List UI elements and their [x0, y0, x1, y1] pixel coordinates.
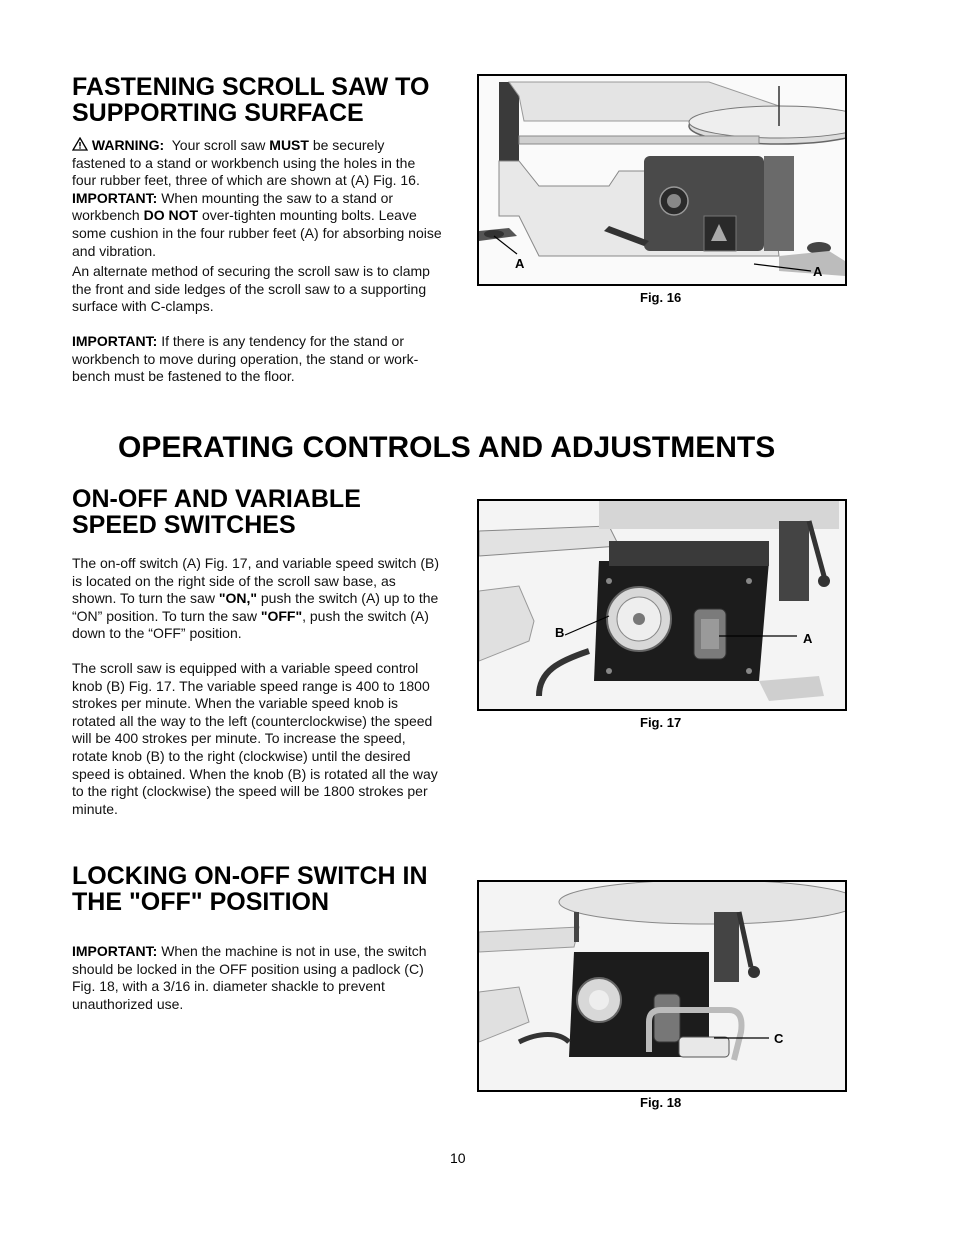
figure-18 — [477, 880, 847, 1092]
on-emphasis: "ON," — [218, 590, 257, 607]
switches-paragraph-1 — [72, 555, 442, 643]
section-switches-text — [72, 555, 442, 818]
important-text-a: When mounting the saw to a stand or workbench — [72, 189, 394, 224]
fig16-callout-a-right: A — [813, 264, 823, 279]
padlocked-switch-photo — [479, 882, 845, 1090]
fig18-callout-c: C — [774, 1031, 784, 1046]
heading-locking-switch: LOCKING ON-OFF SWITCH IN THE "OFF" POSITION — [72, 862, 428, 916]
important2-text: If there is any tendency for the stand or workbench to move during operation, the stand or work-bench must be fastened to the floor. — [72, 332, 419, 385]
heading-fastening: FASTENING SCROLL SAW TO SUPPORTING SURFACE — [72, 73, 430, 127]
warning-text-b: be securely fastened to a stand or workbench using the holes in the four rubber feet, three of which are shown at (A) Fig. 16. — [72, 137, 420, 189]
important-text-b: over-tighten mounting bolts. Leave some cushion in the four rubber feet (A) for absorbing noise and vibration. — [72, 207, 442, 259]
do-not-emphasis: DO NOT — [143, 207, 199, 224]
warning-paragraph — [72, 137, 442, 260]
main-title: OPERATING CONTROLS AND ADJUSTMENTS — [118, 431, 776, 464]
must-emphasis: MUST — [269, 137, 309, 153]
warning-text-a: Your scroll saw — [171, 137, 266, 153]
alternate-paragraph: An alternate method of securing the scroll saw is to clamp the front and side ledges of the scroll saw to a supporting surface with C-clamps. — [72, 263, 430, 315]
locking-important-label: IMPORTANT: — [72, 943, 158, 959]
switches-p1-b: push the switch (A) up to the “ON” position. To turn the saw — [72, 590, 439, 624]
figure-16 — [477, 74, 847, 286]
scroll-saw-side-photo — [479, 76, 845, 284]
fig18-caption: Fig. 18 — [640, 1095, 682, 1110]
warning-label: WARNING: — [91, 137, 165, 153]
fig17-callout-b: B — [555, 625, 565, 640]
section-fastening-text — [72, 137, 442, 386]
switches-paragraph-2: The scroll saw is equipped with a variable speed control knob (B) Fig. 17. The variable speed range is 400 to 1800 strokes per minute. When the variable speed knob is rotated all the way to the left (counterclockwise) the speed will be 400 strokes per minute. To increase the speed, rotate knob (B) to the right (clockwise) until the desired speed is obtained. When the knob (B) is rotated all the way to the right (clockwise) the speed will be 1800 strokes per minute. — [72, 659, 438, 817]
fig16-callout-a-left: A — [515, 256, 525, 271]
fig17-caption: Fig. 17 — [640, 715, 682, 730]
fig17-callout-a: A — [803, 631, 813, 646]
switches-p1-c: , push the switch (A) down to the “OFF” position. — [72, 607, 429, 642]
locking-paragraph — [72, 943, 442, 1013]
locking-important-text: When the machine is not in use, the switch should be locked in the OFF position using a padlock (C) Fig. 18, with a 3/16 in. diameter shackle to prevent unauthorized use. — [72, 943, 427, 1012]
off-emphasis: "OFF" — [260, 607, 303, 624]
speed-switch-photo — [479, 501, 845, 709]
switches-p1-a: The on-off switch (A) Fig. 17, and variable speed switch (B) is located on the right side of the scroll saw base, as shown. To turn the saw — [72, 555, 440, 607]
section-locking-text — [72, 943, 442, 1013]
important-label: IMPORTANT: — [72, 189, 158, 206]
important2-label: IMPORTANT: — [72, 332, 158, 349]
fig16-caption: Fig. 16 — [640, 290, 682, 305]
heading-on-off-variable-speed: ON-OFF AND VARIABLE SPEED SWITCHES — [72, 485, 361, 539]
important2-paragraph — [72, 333, 442, 386]
figure-17 — [477, 499, 847, 711]
page-number: 10 — [450, 1150, 466, 1166]
warning-triangle-icon — [72, 137, 92, 153]
